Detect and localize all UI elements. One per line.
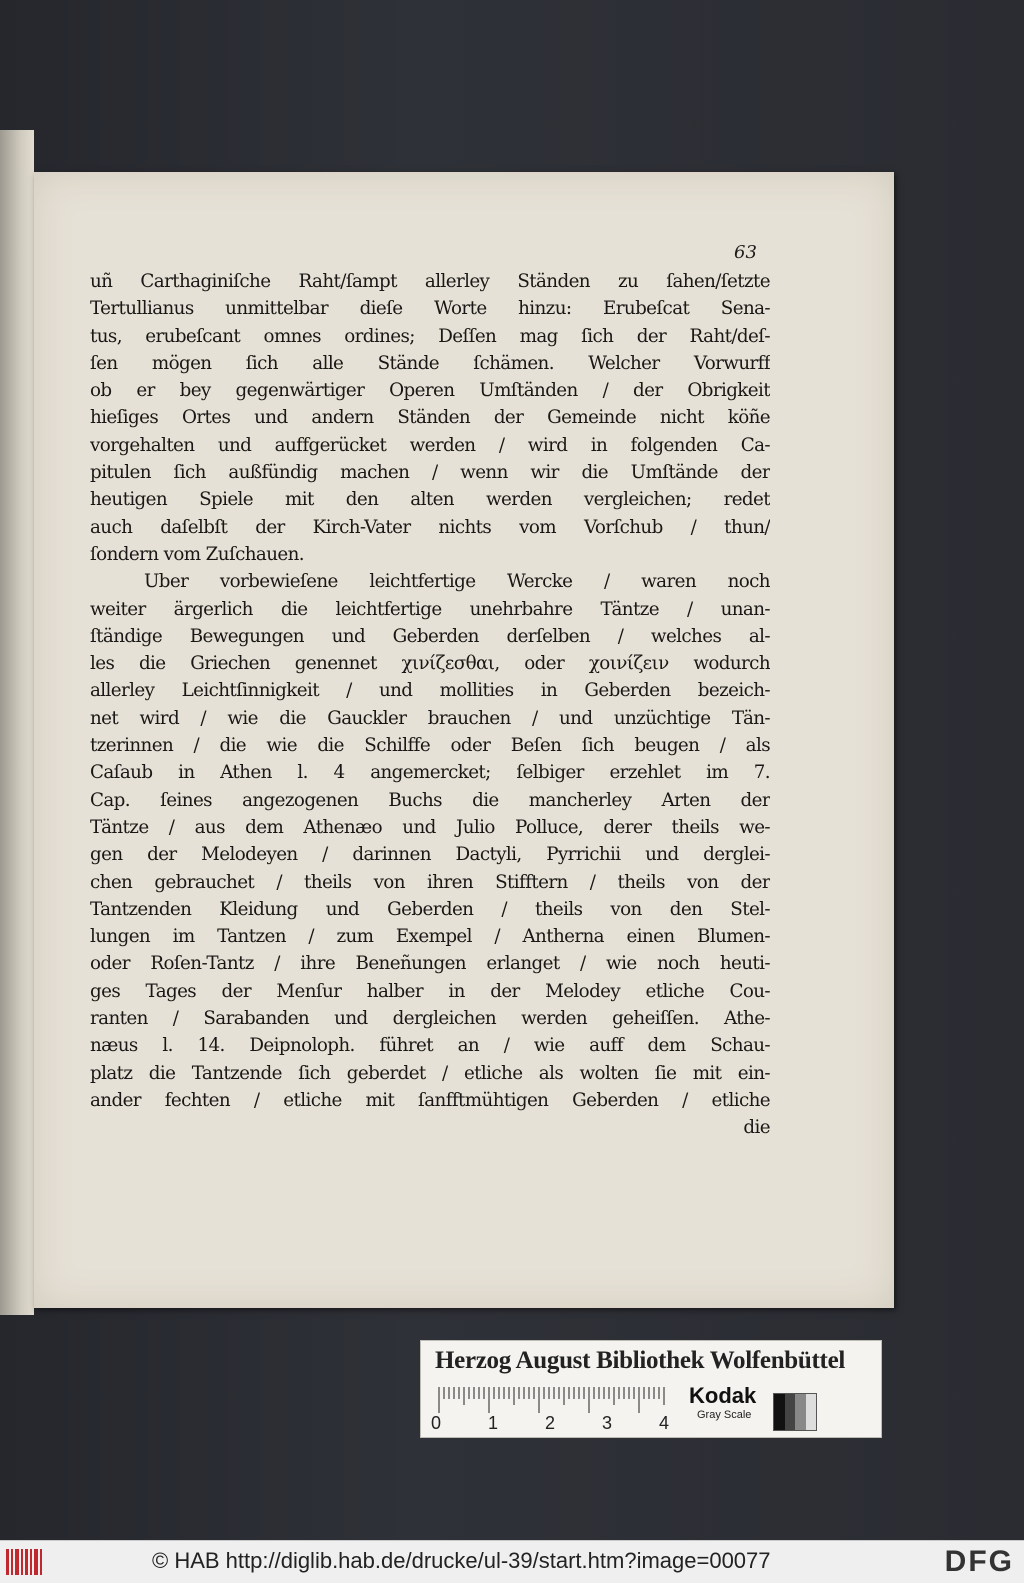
ruler-scale [437,1387,669,1413]
library-name: Herzog August Bibliothek Wolfenbüttel [435,1347,846,1374]
ruler-number: 1 [488,1413,499,1433]
text-line: ſen mögen ſich alle Stände ſchämen. Welcher Vorwurff [90,352,770,374]
ruler-number: 3 [602,1413,613,1433]
dfg-logo: DFG [944,1545,1014,1578]
text-line: platz die Tantzende ſich geberdet / etliche als wolten ſie mit ein- [90,1062,770,1084]
text-line: hieſiges Ortes und andern Ständen der Gemeinde nicht köñe [90,407,770,429]
text-line: pitulen ſich außfündig machen / wenn wir die Umſtände der [90,462,770,484]
text-line: Cap. ſeines angezogenen Buchs die mancherley Arten der [90,789,770,811]
text-line: chen gebrauchet / theils von ihren Stifftern / theils von der [90,871,770,893]
text-line: næus l. 14. Deipnoloph. führet an / wie auff dem Schau- [90,1035,770,1057]
text-line: tus, erubeſcant omnes ordines; Deſſen mag ſich der Raht/deſ- [90,325,770,347]
text-line: Caſaub in Athen l. 4 angemercket; ſelbiger erzehlet im 7. [90,762,770,784]
catchword: die [743,1117,770,1139]
ruler-number: 4 [659,1413,670,1433]
text-line: ſondern vom Zuſchauen. [90,543,305,565]
kodak-logo: Kodak [689,1383,757,1408]
ruler-number: 2 [545,1413,556,1433]
library-label-card [420,1340,882,1438]
page-text [90,268,770,1142]
text-line: auch daſelbſt der Kirch-Vater nichts vom Vorſchub / thun/ [90,516,770,538]
text-line: gen der Melodeyen / darinnen Dactyli, Pyrrichii und derglei- [90,844,770,866]
text-line: Täntze / aus dem Athenæo und Julio Polluce, derer theils we- [90,816,770,838]
book-page [34,172,894,1308]
text-line: Tantzenden Kleidung und Geberden / theils von den Stel- [90,898,770,920]
text-line: Tertullianus unmittelbar dieſe Worte hinzu: Erubeſcat Sena- [90,298,770,320]
source-link[interactable]: © HAB http://diglib.hab.de/drucke/ul-39/start.htm?image=00077 [152,1548,771,1573]
ruler-number: 0 [431,1413,442,1433]
text-line: ges Tages der Menſur halber in der Melodey etliche Cou- [90,980,770,1002]
text-line: ranten / Sarabanden und dergleichen werden geheiſſen. Athe- [90,1008,770,1030]
page-number: 63 [734,242,757,263]
previous-page-edge [0,130,34,1315]
text-line: allerley Leichtſinnigkeit / und mollities in Geberden bezeich- [90,680,770,702]
text-line: oder Roſen-Tantz / ihre Beneñungen erlanget / wie noch heuti- [90,953,770,975]
text-line: Uber vorbewieſene leichtfertige Wercke / waren noch [144,571,770,593]
ruler-numbers [431,1413,691,1433]
text-line: heutigen Spiele mit den alten werden vergleichen; redet [90,489,770,511]
gray-scale-swatch [773,1393,817,1431]
text-line: ob er bey gegenwärtiger Operen Umſtänden / der Obrigkeit [90,380,770,402]
text-line: net wird / wie die Gauckler brauchen / und unzüchtige Tän- [90,707,770,729]
text-line: vorgehalten und auffgerücket werden / wird in folgenden Ca- [90,434,770,456]
footer-bar [0,1540,1024,1583]
text-line: les die Griechen genennet χινίζεσθαι, oder χοινίζειν wodurch [90,653,770,675]
barcode-icon [6,1549,46,1575]
text-line: lungen im Tantzen / zum Exempel / Antherna einen Blumen- [90,926,770,948]
text-line: ander fechten / etliche mit ſanfftmühtigen Geberden / etliche [90,1089,770,1111]
text-line: weiter ärgerlich die leichtfertige unehrbahre Täntze / unan- [90,598,770,620]
gray-scale-caption: Gray Scale [697,1409,752,1421]
text-line: tzerinnen / die wie die Schilffe oder Beſen ſich beugen / als [90,735,770,757]
text-line: uñ Carthaginiſche Raht/ſampt allerley Ständen zu ſahen/ſetzte [90,271,770,292]
text-line: ſtändige Bewegungen und Geberden derſelben / welches al- [90,625,770,647]
